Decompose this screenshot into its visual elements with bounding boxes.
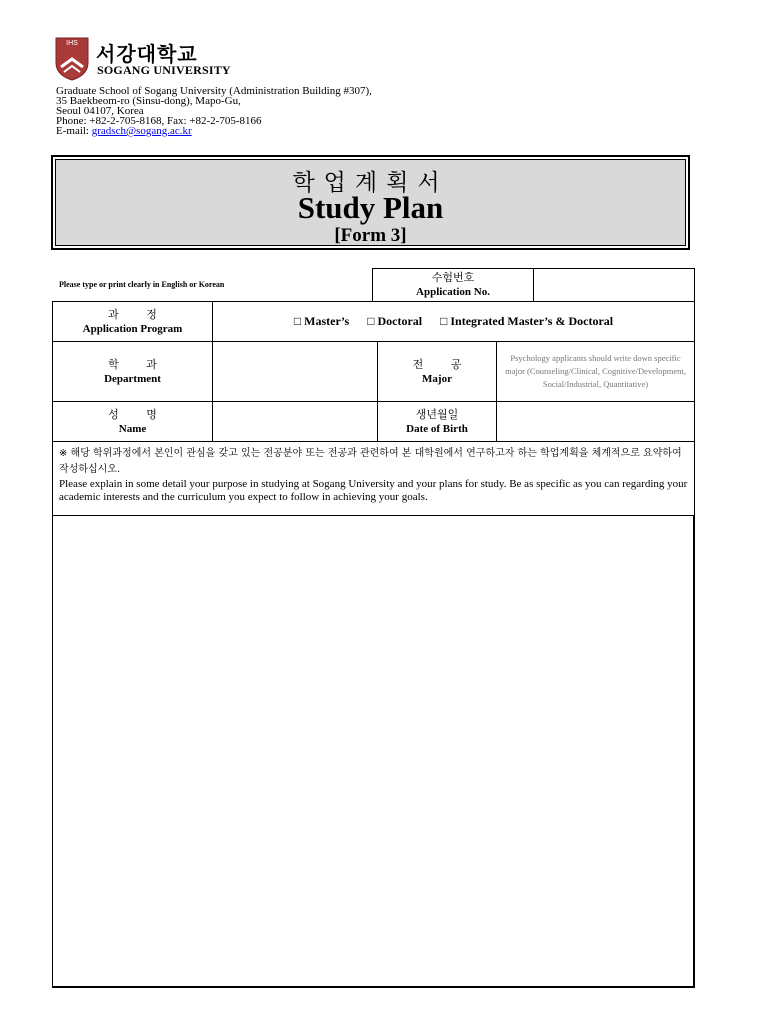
major-en: Major [422, 372, 452, 385]
email-line [56, 126, 416, 136]
university-name-en: SOGANG UNIVERSITY [97, 63, 231, 77]
university-name-kr: 서강대학교 [96, 42, 198, 66]
program-kr: 과 정 [108, 307, 169, 321]
address-line: Seoul 04107, Korea [56, 105, 144, 117]
study-plan-textarea[interactable] [52, 515, 695, 988]
form-number: [Form 3] [334, 225, 407, 246]
phone-fax-line: Phone: +82-2-705-8168, Fax: +82-2-705-8166 [56, 115, 262, 127]
application-no-en: Application No. [416, 286, 490, 298]
department-label [52, 341, 213, 402]
title-box [51, 155, 690, 250]
address-block [56, 86, 416, 136]
notice-english: Please explain in some detail your purpose in studying at Sogang University and your plans for study. Be as specific as you can regarding your academic interests and the curriculum you expect to follow in achieving your goals. [59, 478, 688, 503]
name-kr: 성 명 [108, 407, 169, 421]
integrated-checkbox[interactable]: □ Integrated Master’s & Doctoral [440, 314, 614, 328]
major-field[interactable] [496, 341, 695, 402]
doctoral-checkbox[interactable]: □ Doctoral [367, 314, 423, 328]
address-line: Graduate School of Sogang University (Administration Building #307), [56, 85, 372, 97]
department-kr: 학 과 [108, 357, 169, 371]
dob-field[interactable] [496, 401, 695, 442]
application-no-label [372, 268, 534, 302]
title-korean: 학업계획서 [292, 170, 449, 196]
department-field[interactable] [212, 341, 378, 402]
email-label: E-mail: [56, 125, 92, 137]
masters-checkbox[interactable]: □ Master’s [293, 314, 350, 328]
email-link[interactable]: gradsch@sogang.ac.kr [91, 125, 192, 137]
program-en: Application Program [82, 322, 183, 335]
program-label [52, 301, 213, 342]
name-en: Name [118, 422, 147, 435]
address-line: 35 Baekbeom-ro (Sinsu-dong), Mapo-Gu, [56, 95, 241, 107]
program-options [212, 301, 695, 342]
instructions-box [52, 441, 695, 516]
application-no-kr: 수험번호 [431, 271, 475, 284]
instruction-text: Please type or print clearly in English or Korean [59, 280, 225, 289]
notice-korean: ※ 해당 학위과정에서 본인이 관심을 갖고 있는 전공분야 또는 전공과 관련하여 본 대학원에서 연구하고자 하는 학업계획을 체계적으로 요약하여 작성하십시오. [59, 448, 682, 475]
university-logo [55, 37, 255, 83]
study-plan-form [52, 268, 695, 988]
major-kr: 전 공 [412, 357, 474, 371]
shield-label: IHS [66, 40, 78, 47]
department-en: Department [104, 372, 161, 385]
title-english: Study Plan [297, 190, 444, 225]
major-label [377, 341, 497, 402]
dob-label [377, 401, 497, 442]
title-panel [55, 159, 686, 246]
dob-en: Date of Birth [406, 422, 468, 435]
application-no-field[interactable] [533, 268, 695, 302]
name-field[interactable] [212, 401, 378, 442]
name-label [52, 401, 213, 442]
major-hint: Psychology applicants should write down specific major (Counseling/Clinical, Cognitive/Development, Social/Industrial, Quantitative) [505, 353, 686, 389]
dob-kr: 생년월일 [415, 407, 459, 421]
